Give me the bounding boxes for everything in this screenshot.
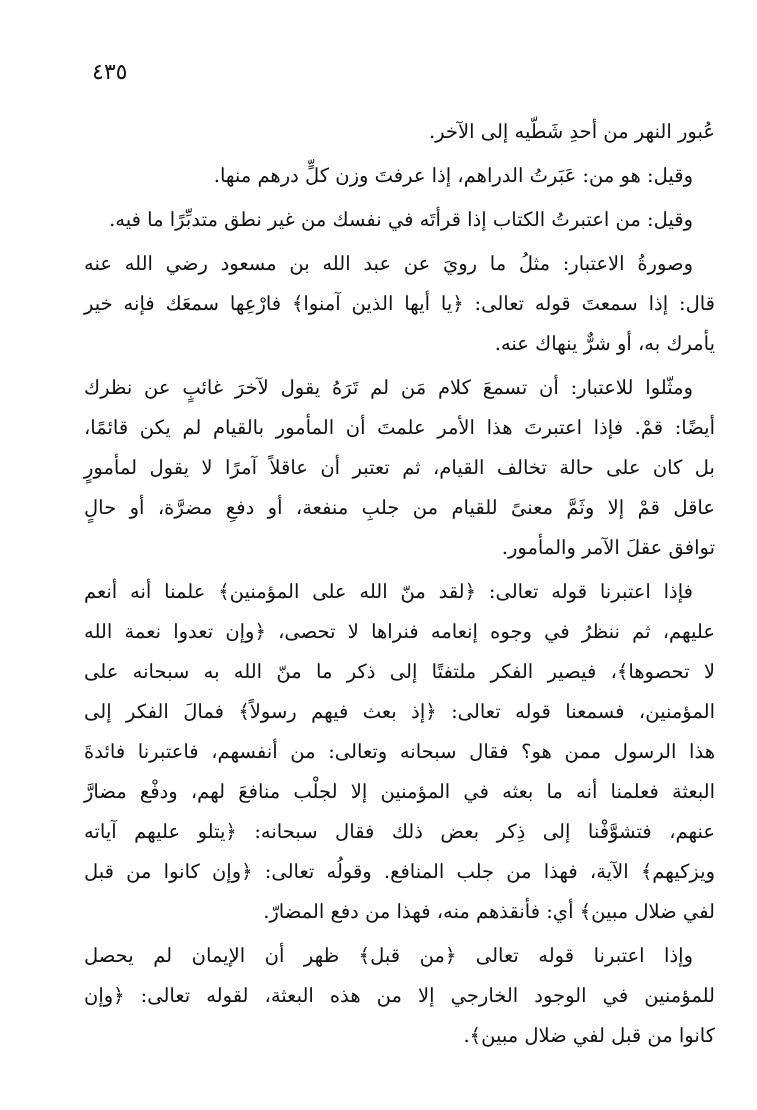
text-line: للمؤمنين في الوجود الخارجي إلا من هذه البعثة، لقوله تعالى: ﴿وإن <box>84 984 715 1007</box>
text-line: فإذا اعتبرنا قوله تعالى: ﴿لقد منّ الله على المؤمنين﴾ علمنا أنه أنعم <box>84 580 693 603</box>
text-line: عُبور النهر من أحدِ شَطّيه إلى الآخر. <box>428 120 715 143</box>
text-line: عاقل قمْ إلا وثَمَّ معنىً للقيام من جلبِ منفعة، أو دفعِ مضرَّة، أو حالٍ <box>84 496 715 519</box>
text-line: ويزكيهم﴾ الآية، فهذا من جلب المنافع. وقولُه تعالى: ﴿وإن كانوا من قبل <box>84 860 715 883</box>
text-line: عليهم، ثم ننظرُ في وجوه إنعامه فنراها لا تحصى، ﴿وإن تعدوا نعمة الله <box>84 620 715 643</box>
page-number: ٤٣٥ <box>92 60 128 85</box>
text-line: المؤمنين، فسمعنا قوله تعالى: ﴿إذ بعث فيهم رسولاً﴾ فمالَ الفكر إلى <box>84 700 715 723</box>
text-line: يأمرك به، أو شرٌّ ينهاك عنه. <box>494 332 715 355</box>
text-line: بل كان على حالة تخالف القيام، ثم تعتبر أن عاقلاً آمرًا لا يقول لمأمورٍ <box>84 456 715 479</box>
paragraph <box>84 200 715 240</box>
body-text <box>84 112 715 1060</box>
text-line: وقيل: هو من: عَبَرتُ الدراهم، إذا عرفتَ وزن كلٍّ درهم منها. <box>213 164 693 187</box>
text-line: لا تحصوها﴾، فيصير الفكر ملتفتًا إلى ذكر ما منّ الله به سبحانه على <box>84 660 715 683</box>
text-line: وإذا اعتبرنا قوله تعالى ﴿من قبل﴾ ظهر أن الإيمان لم يحصل <box>84 944 693 967</box>
text-line: ومثّلوا للاعتبار: أن تسمعَ كلام مَن لم تَرَهُ يقول لآخرَ غائبٍ عن نظرك <box>84 376 693 399</box>
paragraph <box>84 112 715 152</box>
text-line: عنهم، فتشوَّفْنا إلى ذِكر بعض ذلك فقال سبحانه: ﴿يتلو عليهم آياته <box>84 820 715 843</box>
paragraph <box>84 572 715 932</box>
text-line: لفي ضلال مبين﴾ أي: فأنقذهم منه، فهذا من دفع المضارّ. <box>263 900 715 923</box>
text-line: هذا الرسول ممن هو؟ فقال سبحانه وتعالى: من أنفسهم، فاعتبرنا فائدةَ <box>84 740 715 763</box>
text-line: وقيل: من اعتبرتُ الكتاب إذا قرأتَه في نفسك من غير نطق متدبِّرًا ما فيه. <box>109 208 693 231</box>
paragraph <box>84 156 715 196</box>
paragraph <box>84 368 715 568</box>
text-line: توافق عقلَ الآمر والمأمور. <box>501 536 715 559</box>
text-line: قال: إذا سمعتَ قوله تعالى: ﴿يا أيها الذين آمنوا﴾ فارْعِها سمعَك فإنه خير <box>84 292 715 315</box>
paragraph <box>84 936 715 1056</box>
text-line: أيضًا: قمْ. فإذا اعتبرتَ هذا الأمر علمتَ أن المأمور بالقيام لم يكن قائمًا، <box>84 416 715 439</box>
text-line: وصورةُ الاعتبار: مثلُ ما رويَ عن عبد الله بن مسعود رضي الله عنه <box>84 252 693 275</box>
text-line: البعثة فعلمنا أنه ما بعثه في المؤمنين إلا لجلْب منافعَ لهم، ودفْع مضارَّ <box>84 780 715 803</box>
paragraph <box>84 244 715 364</box>
text-line: كانوا من قبل لفي ضلال مبين﴾. <box>463 1024 715 1047</box>
